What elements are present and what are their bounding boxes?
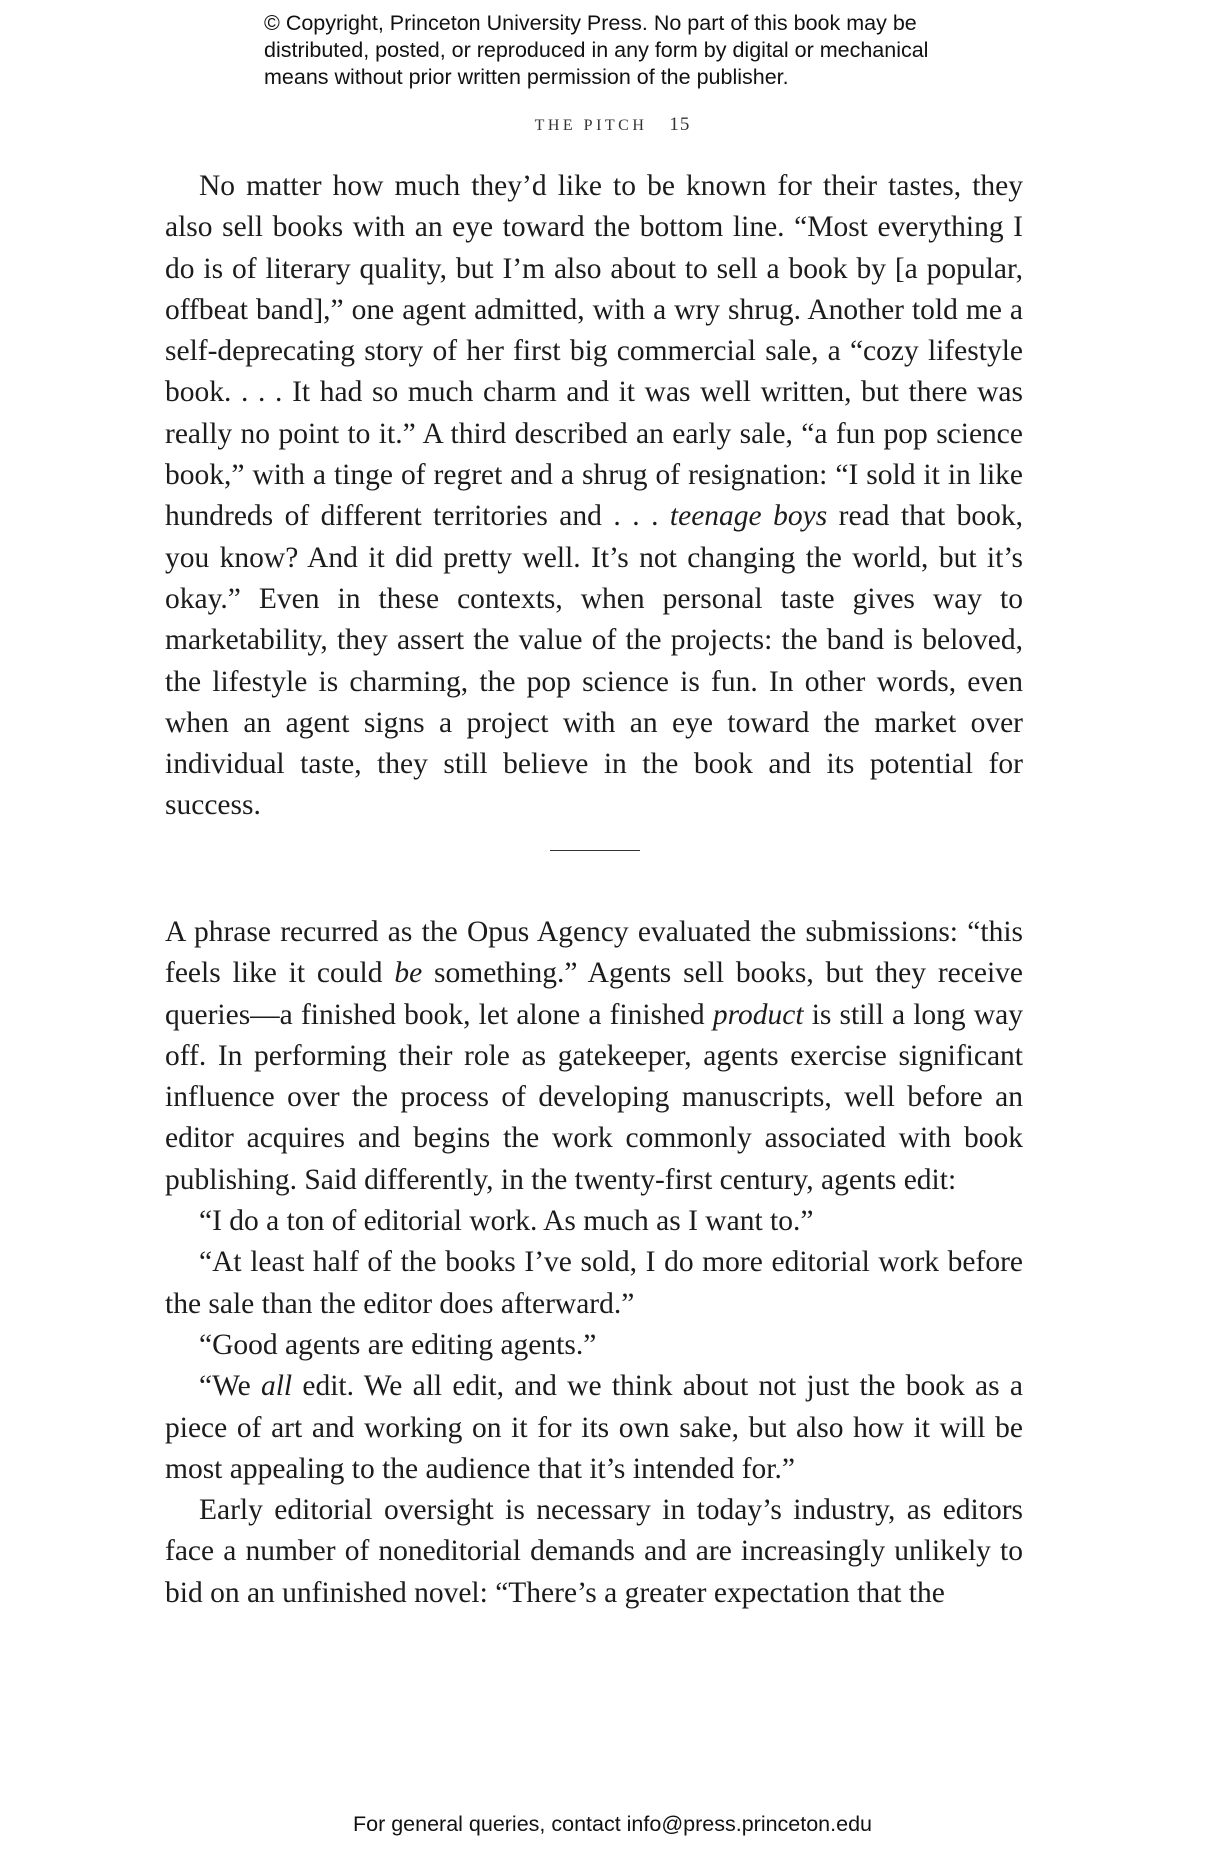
running-head-title: THE PITCH bbox=[534, 117, 648, 134]
copyright-notice bbox=[264, 10, 1024, 91]
text-run: edit. We all edit, and we think about not just the book as a piece of art and working on it for its own sake, but also how it will be most appealing to the audience that it’s intended for.” bbox=[165, 1370, 1023, 1485]
body-text-section-2 bbox=[165, 912, 1023, 1614]
copyright-line: © Copyright, Princeton University Press. No part of this book may be bbox=[264, 11, 917, 35]
body-text-section-1 bbox=[165, 166, 1023, 827]
page-number: 15 bbox=[669, 114, 691, 135]
section-divider bbox=[550, 850, 640, 851]
text-run: No matter how much they’d like to be known for their tastes, they also sell books with an eye toward the bottom line. “Most everything I do is of literary quality, but I’m also about to sell a book by [a popular, offbeat band],” one agent admitted, with a wry shrug. Another told me a self-deprecating story of her first big commercial sale, a “cozy lifestyle book. . . . It had so much charm and it was well written, but there was really no point to it.” A third described an early sale, “a fun pop science book,” with a tinge of regret and a shrug of resignation: “I sold it in like hundreds of different territories and . . . bbox=[165, 170, 1023, 533]
italic-text: all bbox=[260, 1370, 293, 1403]
text-run: read that book, you know? And it did pretty well. It’s not changing the world, but it’s okay.” Even in these contexts, when personal taste gives way to marketability, they assert the value of the projects: the band is beloved, the lifestyle is charming, the pop science is fun. In other words, even when an agent signs a project with an eye toward the market over individual taste, they still believe in the book and its potential for success. bbox=[165, 500, 1023, 822]
italic-text: product bbox=[712, 998, 804, 1031]
quote-paragraph: “Good agents are editing agents.” bbox=[199, 1328, 597, 1361]
text-run: “We bbox=[199, 1370, 261, 1403]
quote-paragraph: “At least half of the books I’ve sold, I do more editorial work before the sale than the editor does afterward.” bbox=[165, 1246, 1023, 1320]
copyright-line: distributed, posted, or reproduced in any form by digital or mechanical bbox=[264, 38, 929, 62]
paragraph bbox=[165, 166, 1023, 827]
text-run: A phrase recurred as the Opus Agency evaluated the submissions: “this feels like it could bbox=[165, 916, 1023, 990]
footer-contact: For general queries, contact info@press.princeton.edu bbox=[352, 1812, 872, 1836]
paragraph: Early editorial oversight is necessary in today’s industry, as editors face a number of noneditorial demands and are increasingly unlikely to bid on an unfinished novel: “There’s a greater expectation that the bbox=[165, 1494, 1023, 1609]
text-run: is still a long way off. In performing their role as gatekeeper, agents exercise significant influence over the process of developing manuscripts, well before an editor acquires and begins the work commonly associated with book publishing. Said differently, in the twenty-first century, agents edit: bbox=[165, 998, 1023, 1196]
italic-text: teenage boys bbox=[669, 500, 828, 533]
running-head bbox=[0, 114, 1225, 136]
quote-paragraph: “I do a ton of editorial work. As much as I want to.” bbox=[199, 1205, 814, 1238]
quote-paragraph bbox=[165, 1366, 1023, 1490]
text-run: something.” Agents sell books, but they receive queries—a finished book, let alone a finished bbox=[165, 957, 1024, 1031]
italic-text: be bbox=[394, 957, 423, 990]
copyright-line: means without prior written permission of the publisher. bbox=[264, 65, 789, 89]
paragraph bbox=[165, 912, 1023, 1201]
